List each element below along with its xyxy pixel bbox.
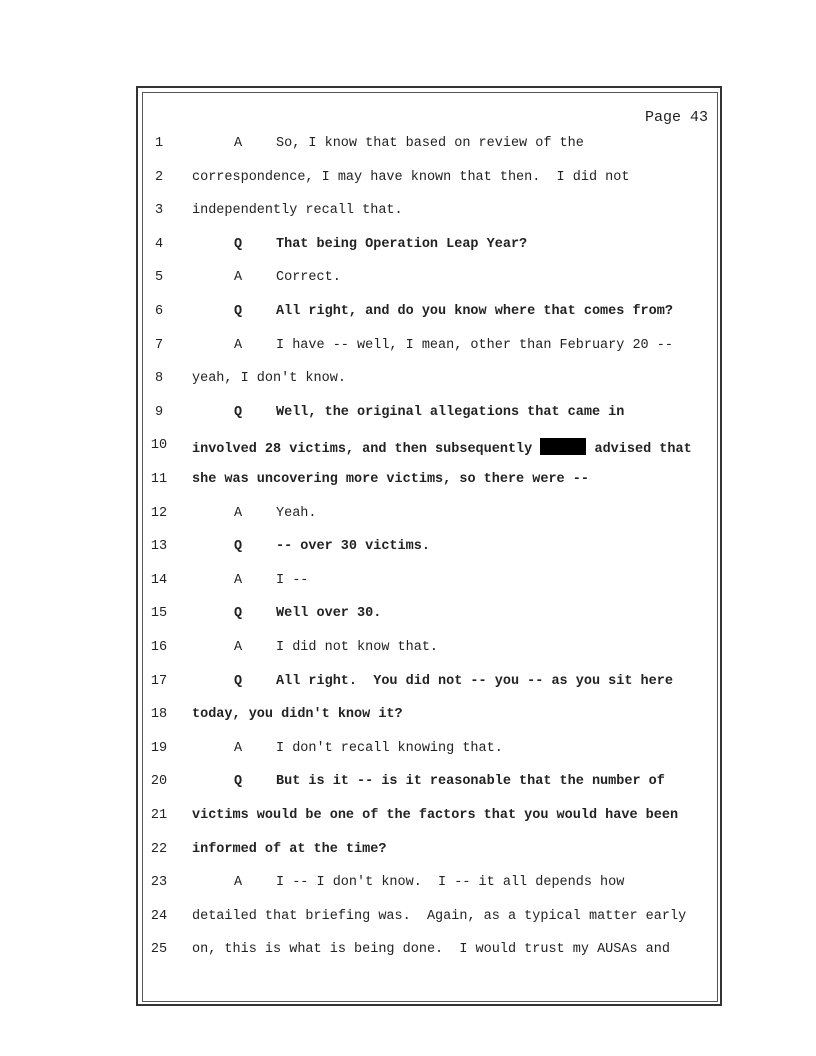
line-number: 8: [154, 371, 164, 386]
line-text: I did not know that.: [276, 640, 439, 655]
transcript-line: [0, 606, 816, 626]
line-number: 15: [150, 606, 168, 621]
line-text: All right. You did not -- you -- as you sit here: [276, 674, 673, 689]
line-number: 5: [154, 270, 164, 285]
transcript-line: [0, 539, 816, 559]
line-number: 25: [150, 942, 168, 957]
line-number: 3: [154, 203, 164, 218]
line-number: 9: [154, 405, 164, 420]
line-number: 18: [150, 707, 168, 722]
line-text: I -- I don't know. I -- it all depends how: [276, 875, 625, 890]
transcript-line: [0, 707, 816, 727]
line-text: -- over 30 victims.: [276, 539, 430, 554]
line-number: 21: [150, 808, 168, 823]
transcript-line: [0, 472, 816, 492]
line-number: 17: [150, 674, 168, 689]
transcript-line: [0, 338, 816, 358]
transcript-line: [0, 774, 816, 794]
speaker-label: Q: [234, 539, 243, 554]
transcript-line: [0, 842, 816, 862]
line-number: 19: [150, 741, 168, 756]
line-number: 2: [154, 170, 164, 185]
line-text: yeah, I don't know.: [192, 371, 346, 386]
line-number: 14: [150, 573, 168, 588]
line-text: correspondence, I may have known that then. I did not: [192, 170, 630, 185]
line-number: 6: [154, 304, 164, 319]
transcript-line: [0, 438, 816, 458]
line-text: detailed that briefing was. Again, as a typical matter early: [192, 909, 687, 924]
transcript-line: [0, 405, 816, 425]
line-number: 4: [154, 237, 164, 252]
line-text: Well over 30.: [276, 606, 382, 621]
transcript-line: [0, 203, 816, 223]
transcript-line: [0, 371, 816, 391]
line-number: 23: [150, 875, 168, 890]
line-number: 12: [150, 506, 168, 521]
line-text: All right, and do you know where that comes from?: [276, 304, 673, 319]
speaker-label: A: [234, 741, 243, 756]
line-number: 13: [150, 539, 168, 554]
line-text: today, you didn't know it?: [192, 707, 403, 722]
transcript-line: [0, 270, 816, 290]
transcript-line: [0, 942, 816, 962]
redaction-box: [540, 438, 586, 455]
transcript-line: [0, 674, 816, 694]
transcript-line: [0, 136, 816, 156]
transcript-line: [0, 506, 816, 526]
transcript-line: [0, 640, 816, 660]
line-number: 10: [150, 438, 168, 453]
transcript-line: [0, 573, 816, 593]
line-number: 24: [150, 909, 168, 924]
speaker-label: A: [234, 506, 243, 521]
transcript-line: [0, 909, 816, 929]
line-text: Correct.: [276, 270, 341, 285]
line-text-after-redaction: advised that: [594, 442, 692, 457]
line-text: she was uncovering more victims, so there were --: [192, 472, 589, 487]
line-text: But is it -- is it reasonable that the number of: [276, 774, 665, 789]
speaker-label: Q: [234, 304, 243, 319]
line-text: informed of at the time?: [192, 842, 387, 857]
line-number: 16: [150, 640, 168, 655]
transcript-line: [0, 875, 816, 895]
speaker-label: Q: [234, 674, 243, 689]
speaker-label: A: [234, 640, 243, 655]
speaker-label: A: [234, 875, 243, 890]
line-number: 20: [150, 774, 168, 789]
line-text: independently recall that.: [192, 203, 403, 218]
line-text: victims would be one of the factors that you would have been: [192, 808, 679, 823]
speaker-label: Q: [234, 606, 243, 621]
line-number: 1: [154, 136, 164, 151]
speaker-label: Q: [234, 405, 243, 420]
line-text: I don't recall knowing that.: [276, 741, 503, 756]
speaker-label: A: [234, 270, 243, 285]
line-text: So, I know that based on review of the: [276, 136, 584, 151]
line-number: 22: [150, 842, 168, 857]
transcript-line: [0, 237, 816, 257]
line-text: Well, the original allegations that came in: [276, 405, 625, 420]
speaker-label: A: [234, 136, 243, 151]
page-number: Page 43: [644, 109, 708, 126]
transcript-line: [0, 808, 816, 828]
line-text-before-redaction: involved 28 victims, and then subsequently: [192, 442, 533, 457]
transcript-line: [0, 741, 816, 761]
line-number: 7: [154, 338, 164, 353]
line-text: I have -- well, I mean, other than February 20 --: [276, 338, 673, 353]
line-text: on, this is what is being done. I would trust my AUSAs and: [192, 942, 670, 957]
line-number: 11: [150, 472, 168, 487]
transcript-line: [0, 304, 816, 324]
speaker-label: Q: [234, 774, 243, 789]
speaker-label: Q: [234, 237, 243, 252]
speaker-label: A: [234, 338, 243, 353]
line-text: [192, 438, 692, 457]
line-text: That being Operation Leap Year?: [276, 237, 528, 252]
line-text: Yeah.: [276, 506, 317, 521]
speaker-label: A: [234, 573, 243, 588]
transcript-line: [0, 170, 816, 190]
line-text: I --: [276, 573, 309, 588]
